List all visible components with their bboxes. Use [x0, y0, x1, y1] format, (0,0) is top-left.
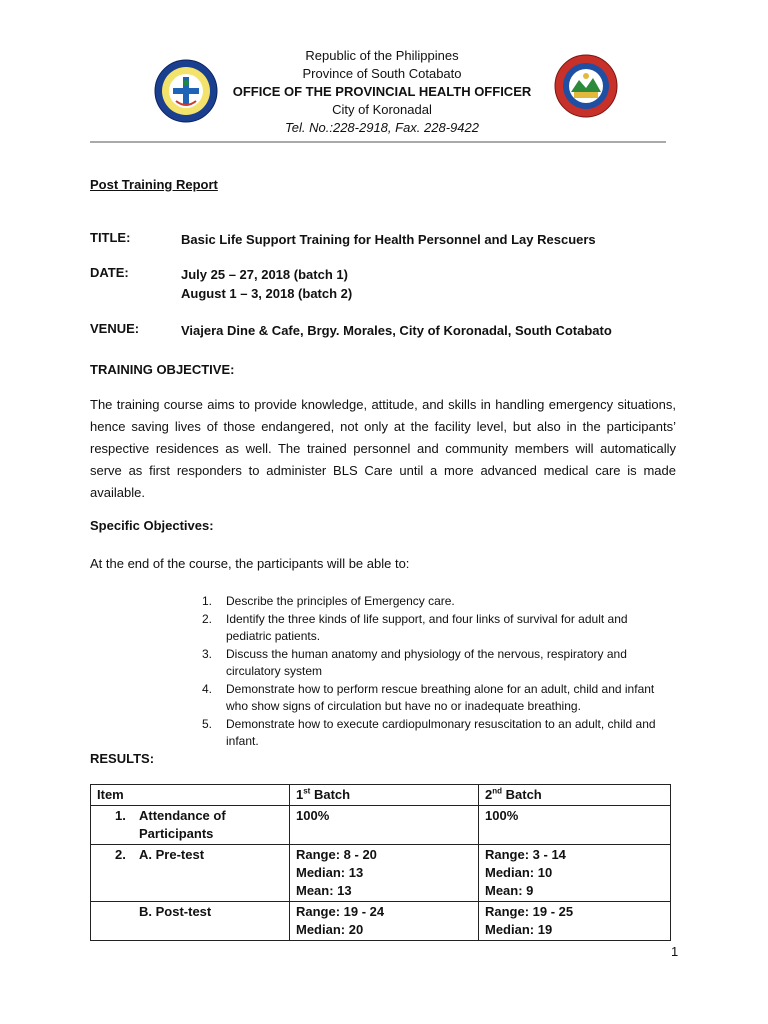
date-label: DATE: — [90, 265, 129, 280]
page-number: 1 — [671, 944, 679, 959]
posttest-batch2: Range: 19 - 25 Median: 19 — [479, 902, 671, 941]
header-item: Item — [91, 785, 290, 806]
south-cotabato-official-seal — [554, 54, 618, 118]
list-item: 2. Identify the three kinds of life support, and four links of survival for adult and pediatric patients. — [202, 611, 628, 643]
training-objective-paragraph: The training course aims to provide knowledge, attitude, and skills in handling emergency situations, hence saving lives of those endangered, not only at the facility level, but also in the participants’ respective residences as well. The trained personnel and community members will automatically serve as first responders to administer BLS Care until a more advanced medical care is made available. — [90, 397, 676, 500]
header-divider — [90, 141, 666, 143]
letterhead-city: City of Koronadal — [332, 102, 432, 117]
results-heading: RESULTS: — [90, 751, 155, 766]
objectives-list — [202, 593, 672, 751]
letterhead — [190, 47, 574, 137]
venue-label: VENUE: — [90, 321, 140, 336]
pretest-batch1: Range: 8 - 20 Median: 13 Mean: 13 — [290, 845, 479, 902]
letterhead-province: Province of South Cotabato — [302, 66, 462, 81]
letterhead-contact: Tel. No.:228-2918, Fax. 228-9422 — [285, 120, 479, 135]
pretest-item-cell: 2. A. Pre-test — [91, 845, 290, 902]
list-item: 5. Demonstrate how to execute cardiopulmonary resuscitation to an adult, child and infant. — [202, 716, 656, 748]
date-value-batch1: July 25 – 27, 2018 (batch 1) — [181, 267, 348, 282]
report-heading: Post Training Report — [90, 177, 218, 192]
table-row — [91, 902, 671, 941]
attendance-batch2: 100% — [479, 806, 671, 845]
title-value: Basic Life Support Training for Health Personnel and Lay Rescuers — [181, 232, 596, 247]
title-label: TITLE: — [90, 230, 131, 245]
pretest-batch2: Range: 3 - 14 Median: 10 Mean: 9 — [479, 845, 671, 902]
attendance-batch1: 100% — [290, 806, 479, 845]
letterhead-republic: Republic of the Philippines — [305, 48, 459, 63]
header-batch2: 2nd Batch — [479, 785, 671, 806]
list-item: 4. Demonstrate how to perform rescue breathing alone for an adult, child and infant who show signs of circulation but have no or inadequate breathing. — [202, 681, 655, 713]
posttest-item-cell: B. Post-test — [91, 902, 290, 941]
specific-objectives-heading: Specific Objectives: — [90, 518, 214, 533]
posttest-batch1: Range: 19 - 24 Median: 20 — [290, 902, 479, 941]
training-objective-heading: TRAINING OBJECTIVE: — [90, 362, 235, 377]
date-value-batch2: August 1 – 3, 2018 (batch 2) — [181, 286, 353, 301]
list-item: 1. Describe the principles of Emergency care. — [202, 594, 455, 608]
table-row — [91, 845, 671, 902]
attendance-item-cell: 1. Attendance of Participants — [91, 806, 290, 845]
table-header-row — [91, 785, 671, 806]
venue-value: Viajera Dine & Cafe, Brgy. Morales, City of Koronadal, South Cotabato — [181, 323, 612, 338]
results-table — [90, 784, 671, 941]
table-row — [91, 806, 671, 845]
letterhead-office: OFFICE OF THE PROVINCIAL HEALTH OFFICER — [232, 84, 532, 99]
list-item: 3. Discuss the human anatomy and physiology of the nervous, respiratory and circulatory system — [202, 646, 627, 678]
specific-objectives-intro: At the end of the course, the participants will be able to: — [90, 556, 410, 571]
header-batch1: 1st Batch — [290, 785, 479, 806]
